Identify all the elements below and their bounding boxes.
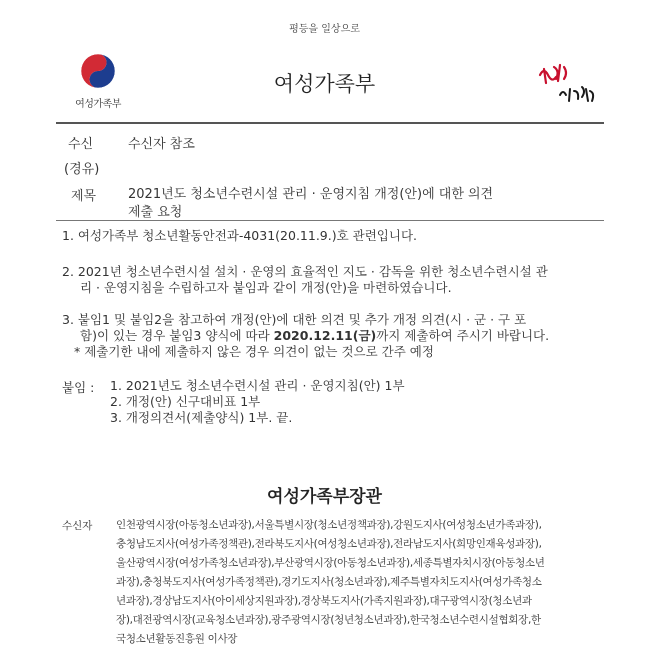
deadline-note: * 제출기한 내에 제출하지 않은 경우 의견이 없는 것으로 간주 예정: [74, 344, 434, 359]
subject-label: 제목: [71, 189, 97, 204]
logo-label: 여성가족부: [75, 99, 121, 110]
handwritten-slogan-icon: [530, 55, 610, 115]
enclosure-item: 3. 개정의견서(제출양식) 1부. 끝.: [110, 410, 293, 425]
deadline-date: 2020.12.11(금): [273, 328, 377, 343]
paragraph-3-line-2-post: 까지 제출하여 주시기 바랍니다.: [376, 328, 550, 343]
header-divider: [56, 122, 604, 124]
paragraph-1: 1. 여성가족부 청소년활동안전과-4031(20.11.9.)호 관련입니다.: [62, 228, 418, 243]
via-label: (경유): [64, 162, 100, 177]
subject-line-1: 2021년도 청소년수련시설 관리 · 운영지침 개정(안)에 대한 의견: [128, 187, 494, 202]
paragraph-2-line-1: 2. 2021년 청소년수련시설 설치 · 운영의 효율적인 지도 · 감독을 위한 청소년수련시설 관: [62, 264, 548, 279]
recipients-line: 국청소년활동진흥원 이사장: [116, 633, 238, 645]
enclosure-list: [110, 378, 610, 426]
subject-divider: [56, 220, 604, 221]
slogan: 평등을 일상으로: [289, 24, 360, 35]
recipients-line: 울산광역시장(여성가족청소년과장),부산광역시장(아동청소년과장),세종특별자치시장(아동청소년: [116, 557, 545, 569]
recipients-line: 인천광역시장(아동청소년과장),서울특별시장(청소년정책과장),강원도지사(여성청소년가족과장),: [116, 519, 542, 531]
paragraph-2-line-2: 리 · 운영지침을 수립하고자 붙임과 같이 개정(안)을 마련하였습니다.: [80, 280, 452, 295]
recipients-line: 충청남도지사(여성가족정책관),전라북도지사(여성청소년과장),전라남도지사(희망인재육성과장),: [116, 538, 542, 550]
subject-line-2: 제출 요청: [128, 205, 183, 220]
recipients-label: 수신자: [62, 520, 93, 532]
paragraph-3-line-2: [62, 328, 622, 344]
sender-title: 여성가족부장관: [267, 487, 382, 507]
recipients-line: 과장),충청북도지사(여성가족정책관),경기도지사(청소년과장),제주특별자치도지사(여성가족청소: [116, 576, 542, 588]
recipients-line: 장),대전광역시장(교육청소년과장),광주광역시장(청년청소년과장),한국청소년수련시설협회장,한: [116, 614, 541, 626]
ministry-title: 여성가족부: [273, 72, 376, 96]
recipients-list: [116, 516, 610, 649]
enclosure-item: 2. 개정(안) 신구대비표 1부: [110, 394, 261, 409]
enclosure-item: 1. 2021년도 청소년수련시설 관리 · 운영지침(안) 1부: [110, 378, 405, 393]
campaign-signature: [530, 55, 610, 115]
recipient-value: 수신자 참조: [128, 137, 195, 152]
paragraph-3-line-1: 3. 붙임1 및 붙임2을 참고하여 개정(안)에 대한 의견 및 추가 개정 의견(시 · 군 · 구 포: [62, 312, 527, 327]
recipients-line: 년과장),경상남도지사(아이세상지원과장),경상북도지사(가족지원과장),대구광역시장(청소년과: [116, 595, 532, 607]
paragraph-2: [62, 264, 622, 296]
recipient-label: 수신: [68, 137, 94, 152]
paragraph-3-line-2-pre: 함)이 있는 경우 붙임3 양식에 따라: [80, 328, 274, 343]
paragraph-3: [62, 312, 622, 360]
enclosure-label: 붙임 :: [62, 380, 95, 395]
